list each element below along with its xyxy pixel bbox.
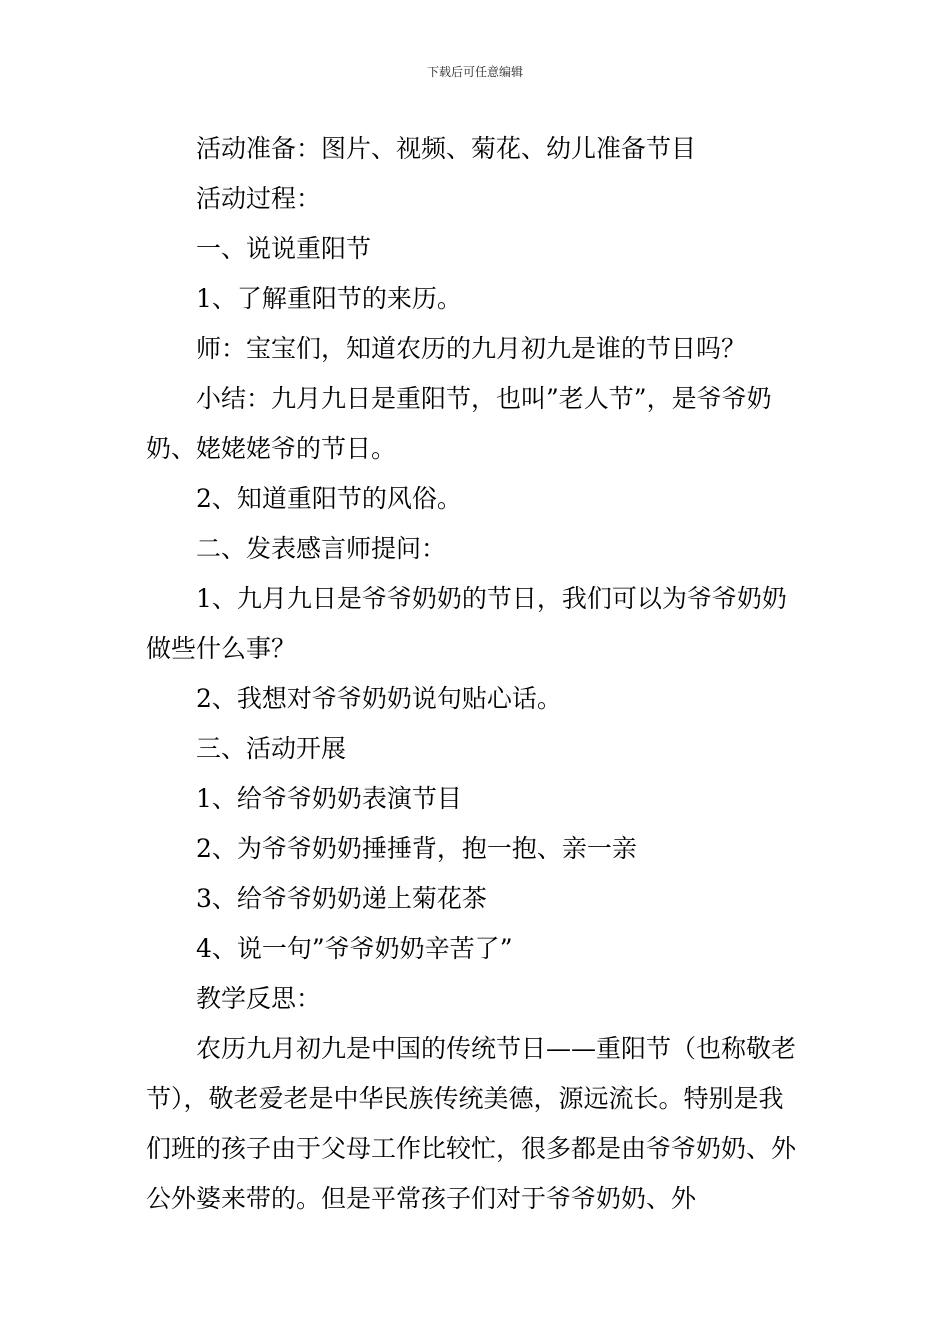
document-body (146, 124, 808, 1224)
list-item: 3、给爷爷奶奶递上菊花茶 (196, 884, 487, 913)
list-item: 1、九月九日是爷爷奶奶的节日，我们可以为爷爷奶奶做些什么事？ (146, 584, 787, 663)
section-heading-1: 一、说说重阳节 (196, 234, 372, 263)
paragraph-reflection: 农历九月初九是中国的传统节日——重阳节（也称敬老节），敬老爱老是中华民族传统美德，源远流长。特别是我们班的孩子由于父母工作比较忙，很多都是由爷爷奶奶、外公外婆来带的。但是平常孩子们对于爷爷奶奶、外 (146, 1034, 797, 1213)
list-item: 2、我想对爷爷奶奶说句贴心话。 (196, 684, 562, 713)
page-header: 下载后可任意编辑 (426, 65, 523, 79)
list-item: 2、知道重阳节的风俗。 (196, 484, 462, 513)
list-item: 2、为爷爷奶奶捶捶背，抱一抱、亲一亲 (196, 834, 637, 863)
list-item: 4、说一句”爷爷奶奶辛苦了” (196, 934, 513, 963)
section-heading-3: 三、活动开展 (196, 734, 347, 763)
list-item: 1、了解重阳节的来历。 (196, 284, 462, 313)
reflection-heading: 教学反思： (196, 984, 322, 1013)
paragraph-preparation: 活动准备：图片、视频、菊花、幼儿准备节目 (196, 134, 697, 163)
paragraph-process-heading: 活动过程： (196, 184, 322, 213)
section-heading-2: 二、发表感言师提问： (196, 534, 447, 563)
paragraph-summary: 小结：九月九日是重阳节，也叫”老人节”，是爷爷奶奶、姥姥姥爷的节日。 (146, 384, 772, 463)
paragraph-teacher-question: 师：宝宝们，知道农历的九月初九是谁的节日吗？ (196, 334, 747, 363)
list-item: 1、给爷爷奶奶表演节目 (196, 784, 462, 813)
